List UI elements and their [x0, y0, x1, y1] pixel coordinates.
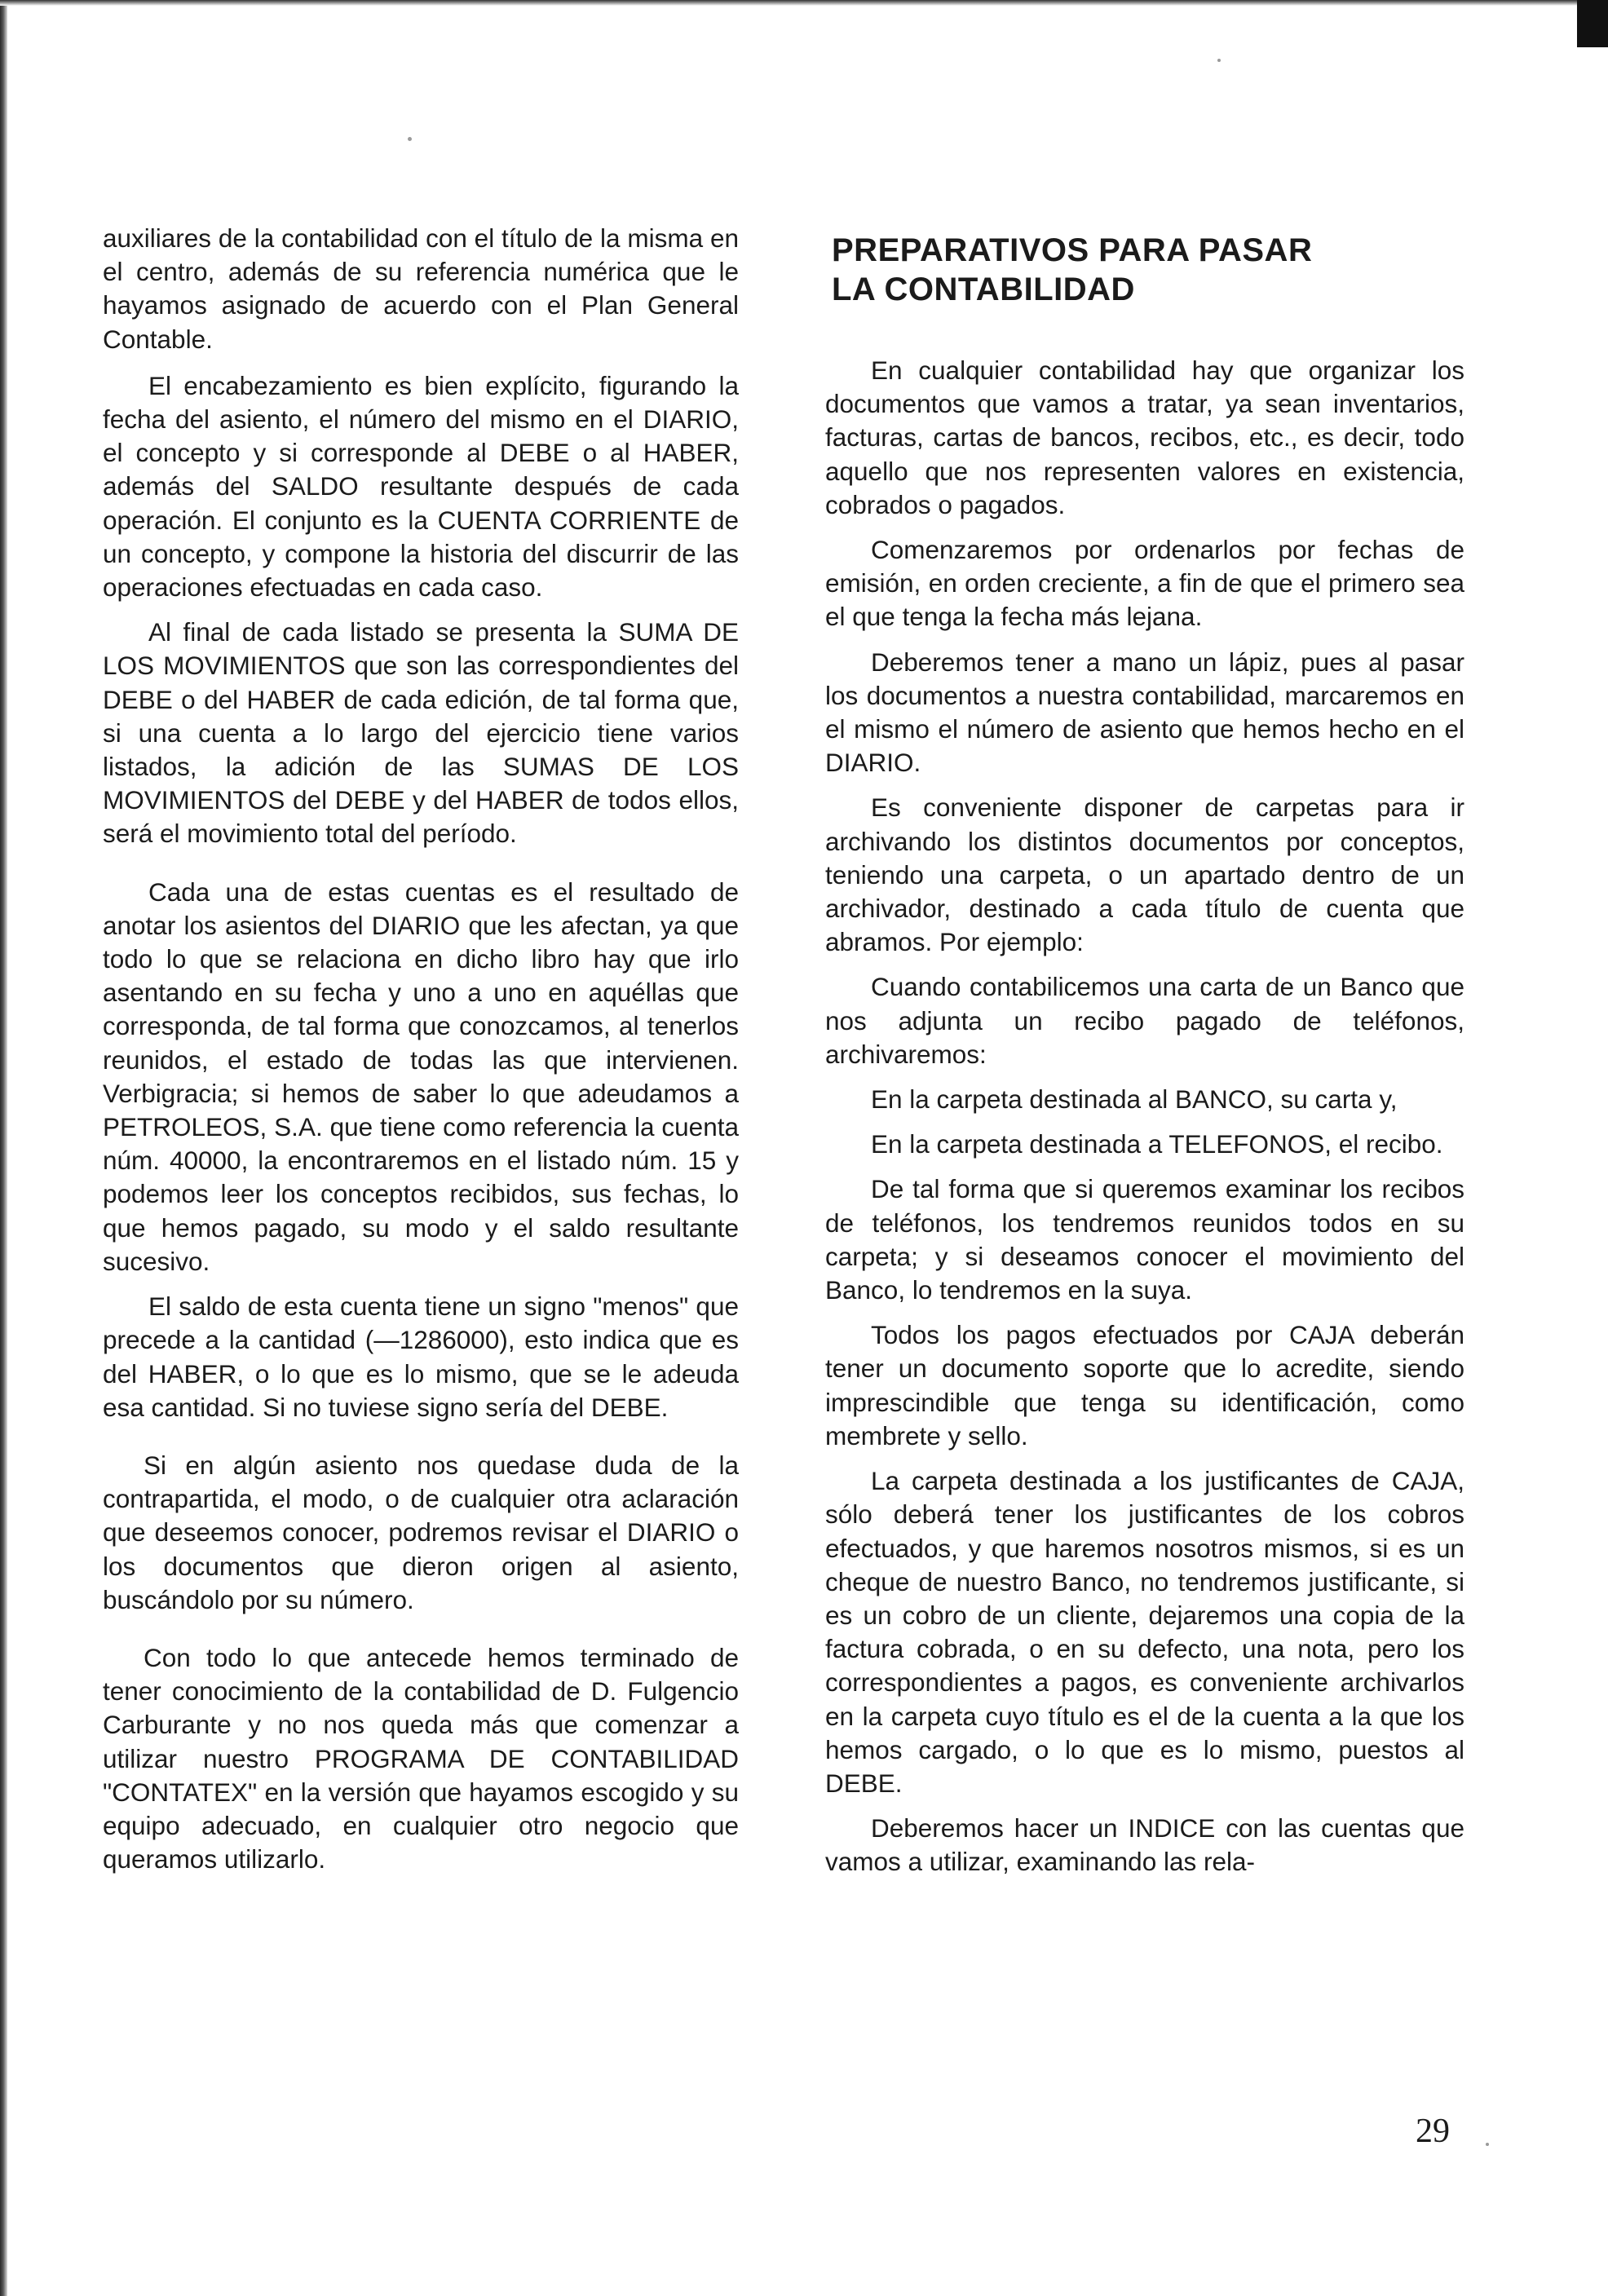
paragraph: El encabezamiento es bien explícito, figurando la fecha del asiento, el número del mismo en el DIARIO, el concepto y si corresponde al DEBE o al HABER, además del SALDO resultante después de cada operación. El conjunto es la CUENTA CORRIENTE de un concepto, y compone la historia del discurrir de las operaciones efectuadas en cada caso. — [103, 370, 739, 603]
scan-top-edge — [0, 0, 1608, 6]
section-heading: PREPARATIVOS PARA PASAR LA CONTABILIDAD — [832, 232, 1313, 307]
paragraph: El saldo de esta cuenta tiene un signo "menos" que precede a la cantidad (—1286000), esto indica que es del HABER, o lo que es lo mismo, que se le adeuda esa cantidad. Si no tuviese signo sería del DEBE. — [103, 1292, 739, 1422]
left-column — [103, 222, 739, 1876]
paragraph: Con todo lo que antecede hemos terminado de tener conocimiento de la contabilidad de D. Fulgencio Carburante y no nos queda más que comenzar a utilizar nuestro PROGRAMA DE CONTABILIDAD "CONTATEX" en la versión que hayamos escogido y su equipo adecuado, en cualquier otro negocio que queramos utilizarlo. — [103, 1642, 739, 1874]
dust-speck — [1486, 2143, 1489, 2146]
page-number: 29 — [1416, 2113, 1450, 2150]
paragraph: Todos los pagos efectuados por CAJA deberán tener un documento soporte que lo acredite, siendo imprescindible que tenga su identificación, como membrete y sello. — [825, 1320, 1464, 1450]
paragraph: Deberemos tener a mano un lápiz, pues al pasar los documentos a nuestra contabilidad, marcaremos en el mismo el número de asiento que hemos hecho en el DIARIO. — [825, 647, 1464, 778]
paragraph: Si en algún asiento nos quedase duda de la contrapartida, el modo, o de cualquier otra aclaración que deseemos conocer, podremos revisar el DIARIO o los documentos que dieron origen al asiento, buscándolo por su número. — [103, 1450, 739, 1614]
dust-speck — [1217, 59, 1221, 62]
paragraph: Comenzaremos por ordenarlos por fechas de emisión, en orden creciente, a fin de que el primero sea el que tenga la fecha más lejana. — [825, 535, 1464, 632]
paragraph: En la carpeta destinada al BANCO, su carta y, — [871, 1084, 1398, 1115]
paragraph: auxiliares de la contabilidad con el título de la misma en el centro, además de su referencia numérica que le hayamos asignado de acuerdo con el Plan General Contable. — [103, 223, 739, 354]
paragraph: De tal forma que si queremos examinar los recibos de teléfonos, los tendremos reunidos todos en su carpeta; y si deseamos conocer el movimiento del Banco, lo tendremos en la suya. — [825, 1174, 1464, 1305]
paragraph: En la carpeta destinada a TELEFONOS, el recibo. — [871, 1129, 1443, 1159]
paragraph: Es conveniente disponer de carpetas para ir archivando los distintos documentos por conceptos, teniendo una carpeta, o un apartado dentro de un archivador, destinado a cada título de cuenta que abramos. Por ejemplo: — [825, 793, 1464, 957]
scan-left-edge — [0, 0, 7, 2296]
dust-speck — [408, 137, 412, 141]
paragraph: La carpeta destinada a los justificantes de CAJA, sólo deberá tener los justificantes de los cobros efectuados, y que haremos nosotros mismos, si es un cheque de nuestro Banco, no tendremos justificante, si es un cobro de un cliente, dejaremos una copia de la factura cobrada, o en su defecto, una nota, pero los correspondientes a pagos, es conveniente archivarlos en la carpeta cuyo título es el de la cuenta a la que los hemos cargado, o lo que es lo mismo, puestos al DEBE. — [825, 1466, 1464, 1798]
paragraph: Cuando contabilicemos una carta de un Banco que nos adjunta un recibo pagado de teléfonos, archivaremos: — [825, 972, 1464, 1069]
paragraph: Cada una de estas cuentas es el resultado de anotar los asientos del DIARIO que les afectan, ya que todo lo que se relaciona en dicho libro hay que irlo asentando en su fecha y uno a uno en aquéllas que corresponda, de tal forma que conozcamos, al tenerlos reunidos, el estado de todas las que intervienen. Verbigracia; si hemos de saber lo que adeudamos a PETROLEOS, S.A. que tiene como referencia la cuenta núm. 40000, la encontraremos en el listado núm. 15 y podemos leer los conceptos recibidos, sus fechas, lo que hemos pagado, su modo y el saldo resultante sucesivo. — [103, 876, 739, 1276]
paragraph: En cualquier contabilidad hay que organizar los documentos que vamos a tratar, ya sean inventarios, facturas, cartas de bancos, recibos, etc., es decir, todo aquello que nos representen valores en existencia, cobrados o pagados. — [825, 355, 1464, 519]
scan-corner-shadow — [1577, 0, 1608, 47]
paragraph: Deberemos hacer un INDICE con las cuentas que vamos a utilizar, examinando las rela- — [825, 1813, 1464, 1877]
right-column — [825, 354, 1464, 1879]
paragraph: Al final de cada listado se presenta la SUMA DE LOS MOVIMIENTOS que son las correspondientes del DEBE o del HABER de cada edición, de tal forma que, si una cuenta a lo largo del ejercicio tiene varios listados, la adición de las SUMAS DE LOS MOVIMIENTOS del DEBE y del HABER de todos ellos, será el movimiento total del período. — [103, 617, 739, 849]
